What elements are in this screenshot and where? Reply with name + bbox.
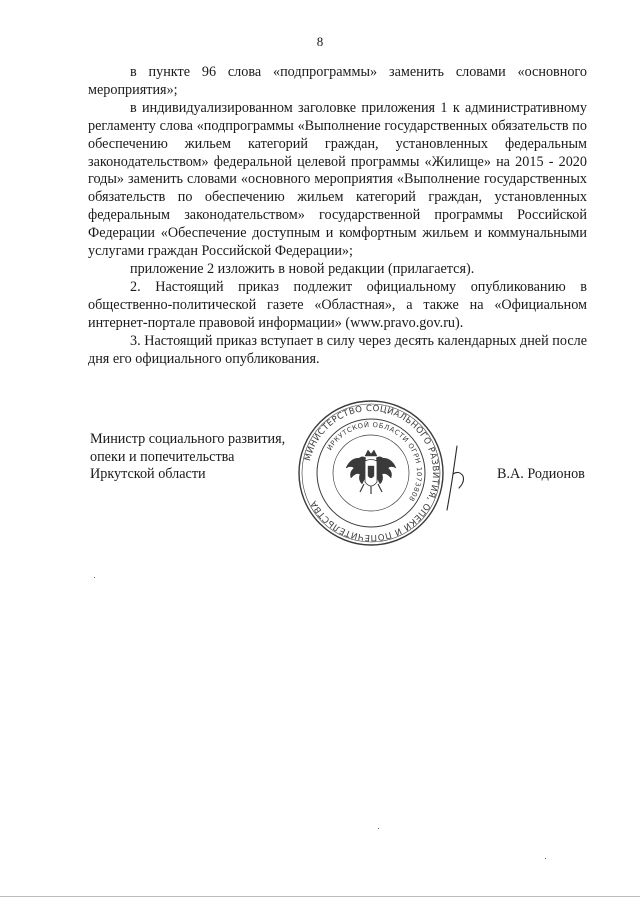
paragraph-publication: 2. Настоящий приказ подлежит официальному опубликованию в общественно-политической газете «Областная», а также на «Официальном интернет-портале правовой информации» (www.pravo.gov.ru).: [88, 278, 587, 331]
scan-speck: [378, 828, 379, 829]
signatory-position-line: опеки и попечительства: [90, 448, 235, 465]
seal-inner-text: ИРКУТСКОЙ ОБЛАСТИ ОГРН 1073808: [325, 420, 424, 504]
coat-of-arms-eagle-icon: [346, 450, 396, 494]
signatory-position-line: Иркутской области: [90, 466, 206, 482]
seal-outer-text: МИНИСТЕРСТВО СОЦИАЛЬНОГО РАЗВИТИЯ, ОПЕКИ И ПОПЕЧИТЕЛЬСТВА: [303, 403, 441, 543]
scan-speck: [94, 577, 95, 578]
handwritten-signature: [435, 440, 475, 520]
page-bottom-edge: [0, 896, 640, 897]
paragraph-appendix-1-heading: в индивидуализированном заголовке приложения 1 к административному регламенту слова «подпрограммы «Выполнение государственных обязательств по обеспечению жильем категорий граждан, установленных федеральным законодательством» федеральной целевой программы «Жилище» на 2015 - 2020 годы» заменить словами «основного мероприятия «Выполнение государственных обязательств по обеспечению жильем категорий граждан, установленных федеральным законодательством» государственной программы Российской Федерации «Обеспечение доступным и комфортным жильем и коммунальными услугами граждан Российской Федерации»;: [88, 99, 587, 260]
signatory-position-line: Министр социального развития,: [90, 431, 286, 447]
signatory-position: [90, 431, 285, 484]
signatory-name: В.А. Родионов: [497, 466, 585, 482]
official-seal: [296, 398, 446, 548]
page-number: 8: [316, 34, 324, 49]
order-body-text: [88, 64, 587, 368]
scan-speck: [545, 858, 546, 859]
paragraph-item-96: в пункте 96 слова «подпрограммы» заменить словами «основного мероприятия»;: [88, 64, 587, 98]
paragraph-effective-date: 3. Настоящий приказ вступает в силу через десять календарных дней после дня его официального опубликования.: [88, 332, 587, 367]
paragraph-appendix-2: приложение 2 изложить в новой редакции (прилагается).: [130, 260, 475, 277]
